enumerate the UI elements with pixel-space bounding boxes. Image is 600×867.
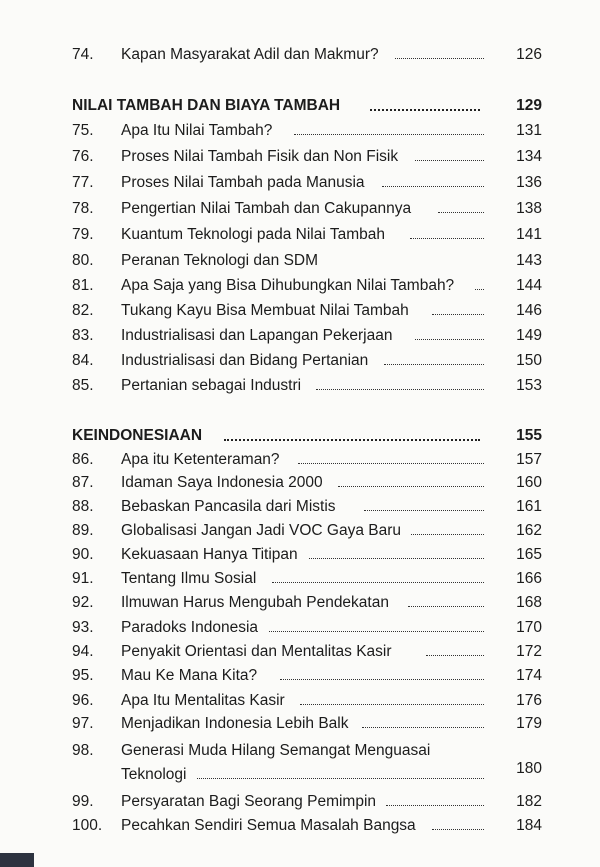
entry-title: Mau Ke Mana Kita? bbox=[121, 667, 258, 684]
toc-entry-92 bbox=[72, 592, 542, 614]
toc-entry-99 bbox=[72, 791, 542, 813]
entry-title: Industrialisasi dan Lapangan Pekerjaan bbox=[121, 327, 393, 344]
entry-page: 138 bbox=[516, 200, 542, 217]
entry-title-continued: Teknologi bbox=[121, 766, 187, 783]
toc-entry-77 bbox=[72, 172, 542, 194]
entry-title: Penyakit Orientasi dan Mentalitas Kasir bbox=[121, 643, 392, 660]
entry-page: 165 bbox=[516, 546, 542, 563]
entry-number: 83. bbox=[72, 327, 94, 344]
entry-title: Pecahkan Sendiri Semua Masalah Bangsa bbox=[121, 817, 416, 834]
entry-title: Ilmuwan Harus Mengubah Pendekatan bbox=[121, 594, 389, 611]
entry-title: Globalisasi Jangan Jadi VOC Gaya Baru bbox=[121, 522, 402, 539]
entry-page: 157 bbox=[516, 451, 542, 468]
entry-page: 179 bbox=[516, 715, 542, 732]
dot-leader bbox=[411, 534, 484, 535]
toc-entry-91 bbox=[72, 568, 542, 590]
entry-page: 184 bbox=[516, 817, 542, 834]
dot-leader bbox=[382, 186, 484, 187]
entry-page: 150 bbox=[516, 352, 542, 369]
dot-leader bbox=[362, 727, 484, 728]
toc-entry-89 bbox=[72, 520, 542, 542]
toc-entry-82 bbox=[72, 300, 542, 322]
entry-page: 174 bbox=[516, 667, 542, 684]
entry-page: 126 bbox=[516, 46, 542, 63]
section-heading-nilai-tambah bbox=[72, 95, 542, 117]
section-page: 129 bbox=[516, 97, 542, 114]
dot-leader bbox=[338, 486, 484, 487]
section-title: KEINDONESIAAN bbox=[72, 427, 203, 444]
entry-number: 94. bbox=[72, 643, 94, 660]
dot-leader bbox=[370, 109, 480, 111]
entry-number: 74. bbox=[72, 46, 94, 63]
entry-number: 86. bbox=[72, 451, 94, 468]
dot-leader bbox=[272, 582, 484, 583]
entry-number: 82. bbox=[72, 302, 94, 319]
toc-entry-80 bbox=[72, 250, 542, 272]
entry-page: 153 bbox=[516, 377, 542, 394]
dot-leader bbox=[475, 289, 484, 290]
dot-leader bbox=[410, 238, 484, 239]
entry-title: Tukang Kayu Bisa Membuat Nilai Tambah bbox=[121, 302, 409, 319]
dot-leader bbox=[269, 631, 484, 632]
dot-leader bbox=[197, 778, 484, 779]
entry-title: Apa Itu Nilai Tambah? bbox=[121, 122, 273, 139]
dot-leader bbox=[415, 339, 484, 340]
entry-title: Kapan Masyarakat Adil dan Makmur? bbox=[121, 46, 379, 63]
dot-leader bbox=[298, 463, 484, 464]
entry-title: Kuantum Teknologi pada Nilai Tambah bbox=[121, 226, 385, 243]
toc-entry-88 bbox=[72, 496, 542, 518]
entry-number: 98. bbox=[72, 742, 94, 759]
toc-entry-94 bbox=[72, 641, 542, 663]
entry-page: 144 bbox=[516, 277, 542, 294]
entry-title: Apa Saja yang Bisa Dihubungkan Nilai Tambah? bbox=[121, 277, 455, 294]
dot-leader bbox=[415, 160, 484, 161]
entry-page: 162 bbox=[516, 522, 542, 539]
entry-number: 95. bbox=[72, 667, 94, 684]
entry-title: Kekuasaan Hanya Titipan bbox=[121, 546, 298, 563]
toc-entry-87 bbox=[72, 472, 542, 494]
dot-leader bbox=[280, 679, 484, 680]
toc-entry-97 bbox=[72, 713, 542, 735]
entry-page: 134 bbox=[516, 148, 542, 165]
entry-number: 75. bbox=[72, 122, 94, 139]
entry-title: Pengertian Nilai Tambah dan Cakupannya bbox=[121, 200, 412, 217]
entry-title: Proses Nilai Tambah pada Manusia bbox=[121, 174, 365, 191]
toc-entry-75 bbox=[72, 120, 542, 142]
dot-leader bbox=[309, 558, 484, 559]
entry-title: Menjadikan Indonesia Lebih Balk bbox=[121, 715, 349, 732]
toc-entry-74 bbox=[72, 44, 542, 66]
entry-page: 136 bbox=[516, 174, 542, 191]
entry-number: 93. bbox=[72, 619, 94, 636]
dot-leader bbox=[386, 805, 484, 806]
entry-title: Tentang Ilmu Sosial bbox=[121, 570, 257, 587]
entry-number: 96. bbox=[72, 692, 94, 709]
dot-leader bbox=[300, 704, 484, 705]
entry-number: 87. bbox=[72, 474, 94, 491]
entry-page: 168 bbox=[516, 594, 542, 611]
entry-number: 78. bbox=[72, 200, 94, 217]
toc-entry-81 bbox=[72, 275, 542, 297]
toc-entry-96 bbox=[72, 690, 542, 712]
entry-page: 180 bbox=[516, 760, 542, 777]
entry-page: 141 bbox=[516, 226, 542, 243]
entry-page: 176 bbox=[516, 692, 542, 709]
toc-entry-95 bbox=[72, 665, 542, 687]
toc-entry-90 bbox=[72, 544, 542, 566]
entry-page: 161 bbox=[516, 498, 542, 515]
toc-entry-93 bbox=[72, 617, 542, 639]
dot-leader bbox=[316, 389, 484, 390]
entry-page: 166 bbox=[516, 570, 542, 587]
dot-leader bbox=[224, 439, 480, 441]
dot-leader bbox=[395, 58, 484, 59]
entry-title: Apa Itu Mentalitas Kasir bbox=[121, 692, 285, 709]
entry-title: Proses Nilai Tambah Fisik dan Non Fisik bbox=[121, 148, 399, 165]
entry-number: 76. bbox=[72, 148, 94, 165]
section-heading-keindonesiaan bbox=[72, 425, 542, 447]
dot-leader bbox=[294, 134, 484, 135]
entry-number: 92. bbox=[72, 594, 94, 611]
entry-title: Idaman Saya Indonesia 2000 bbox=[121, 474, 323, 491]
toc-entry-79 bbox=[72, 224, 542, 246]
entry-number: 85. bbox=[72, 377, 94, 394]
entry-page: 182 bbox=[516, 793, 542, 810]
entry-page: 149 bbox=[516, 327, 542, 344]
entry-page: 131 bbox=[516, 122, 542, 139]
entry-number: 80. bbox=[72, 252, 94, 269]
entry-number: 100. bbox=[72, 817, 103, 834]
toc-entry-86 bbox=[72, 449, 542, 471]
entry-number: 88. bbox=[72, 498, 94, 515]
dot-leader bbox=[426, 655, 484, 656]
dot-leader bbox=[432, 829, 484, 830]
section-page: 155 bbox=[516, 427, 542, 444]
entry-number: 90. bbox=[72, 546, 94, 563]
entry-number: 79. bbox=[72, 226, 94, 243]
entry-page: 143 bbox=[516, 252, 542, 269]
toc-entry-83 bbox=[72, 325, 542, 347]
dot-leader bbox=[364, 510, 484, 511]
toc-entry-98 bbox=[72, 740, 542, 788]
entry-title: Industrialisasi dan Bidang Pertanian bbox=[121, 352, 369, 369]
entry-number: 84. bbox=[72, 352, 94, 369]
toc-entry-100 bbox=[72, 815, 542, 837]
entry-title: Generasi Muda Hilang Semangat Menguasai bbox=[121, 742, 431, 759]
entry-title: Persyaratan Bagi Seorang Pemimpin bbox=[121, 793, 377, 810]
dot-leader bbox=[408, 606, 484, 607]
toc-entry-76 bbox=[72, 146, 542, 168]
entry-number: 77. bbox=[72, 174, 94, 191]
scan-edge-mark bbox=[0, 853, 34, 867]
toc-entry-78 bbox=[72, 198, 542, 220]
dot-leader bbox=[384, 364, 484, 365]
entry-title: Apa itu Ketenteraman? bbox=[121, 451, 280, 468]
entry-page: 146 bbox=[516, 302, 542, 319]
toc-entry-85 bbox=[72, 375, 542, 397]
entry-number: 91. bbox=[72, 570, 94, 587]
entry-number: 97. bbox=[72, 715, 94, 732]
dot-leader bbox=[438, 212, 484, 213]
entry-page: 170 bbox=[516, 619, 542, 636]
entry-title: Paradoks Indonesia bbox=[121, 619, 259, 636]
entry-title: Pertanian sebagai Industri bbox=[121, 377, 302, 394]
entry-number: 81. bbox=[72, 277, 94, 294]
entry-number: 99. bbox=[72, 793, 94, 810]
entry-number: 89. bbox=[72, 522, 94, 539]
entry-title: Peranan Teknologi dan SDM bbox=[121, 252, 319, 269]
dot-leader bbox=[432, 314, 484, 315]
entry-page: 172 bbox=[516, 643, 542, 660]
entry-title: Bebaskan Pancasila dari Mistis bbox=[121, 498, 336, 515]
entry-page: 160 bbox=[516, 474, 542, 491]
section-title: NILAI TAMBAH DAN BIAYA TAMBAH bbox=[72, 97, 341, 114]
toc-entry-84 bbox=[72, 350, 542, 372]
